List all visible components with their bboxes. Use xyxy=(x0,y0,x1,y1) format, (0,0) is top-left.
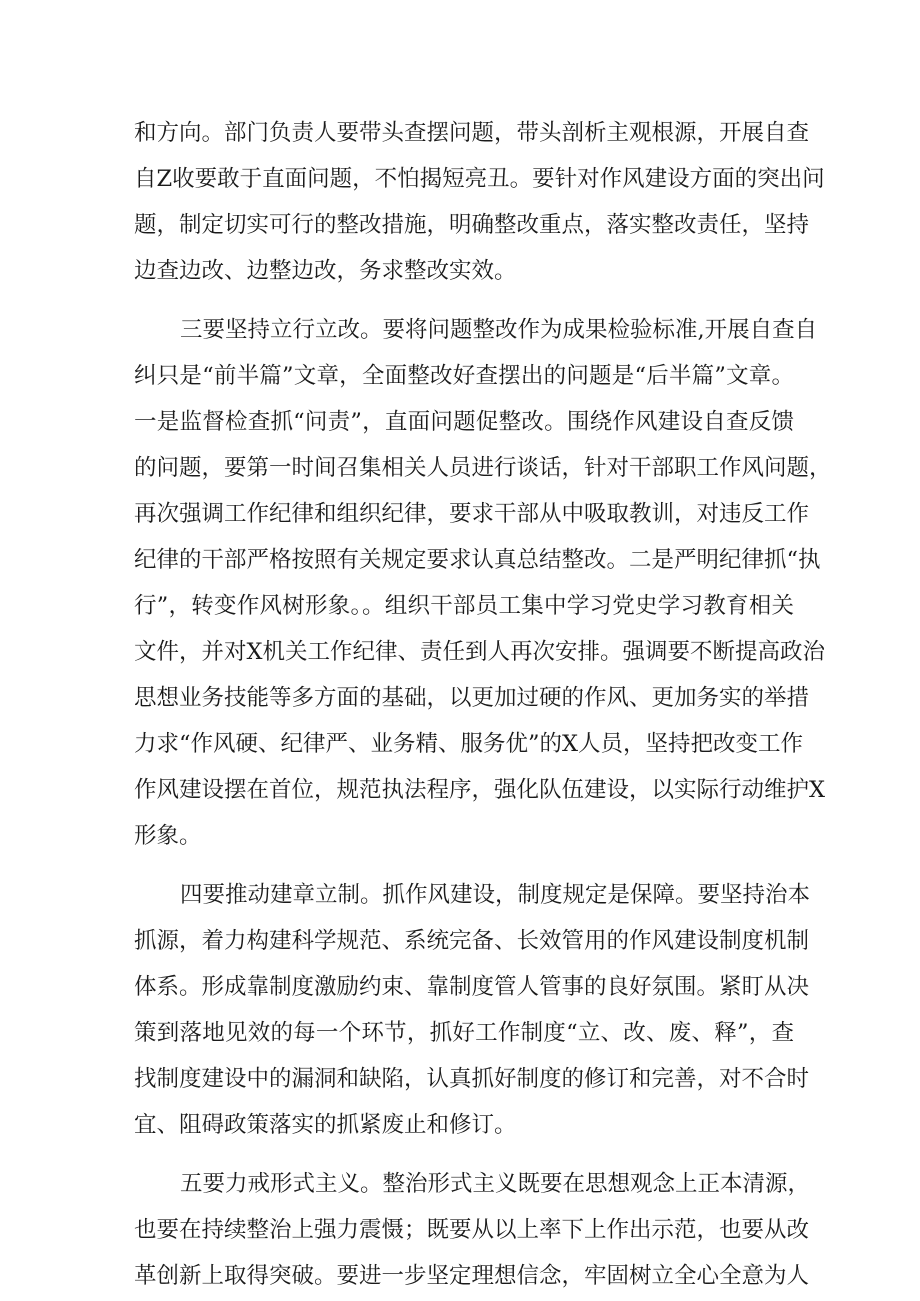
paragraph xyxy=(134,1161,811,1299)
text-line: 自Z收要敢于直面问题，不怕揭短亮丑。要针对作风建设方面的突出问 xyxy=(134,166,825,192)
text-line: 三要坚持立行立改。要将问题整改作为成果检验标准,开展自查自 xyxy=(180,317,818,343)
text-line: 行”，转变作风树形象。。组织干部员工集中学习党史学习教育相关 xyxy=(134,593,794,619)
text-line: 一是监督检查抓“问责”，直面问题促整改。围绕作风建设自查反馈 xyxy=(134,409,794,435)
text-line: 再次强调工作纪律和组织纪律，要求干部从中吸取教训，对违反工作 xyxy=(134,501,810,527)
paragraph xyxy=(134,110,825,294)
text-line: 策到落地见效的每一个环节，抓好工作制度“立、改、废、释”，查 xyxy=(134,1020,794,1046)
text-line: 思想业务技能等多方面的基础，以更加过硬的作风、更加务实的举措 xyxy=(134,685,810,711)
text-line: 体系。形成靠制度激励约束、靠制度管人管事的良好氛围。紧盯从决 xyxy=(134,974,810,1000)
text-line: 纪律的干部严格按照有关规定要求认真总结整改。二是严明纪律抓“执 xyxy=(134,547,821,573)
paragraph-gap xyxy=(134,859,794,872)
text-line: 边查边改、边整边改，务求整改实效。 xyxy=(134,258,517,284)
text-line: 力求“作风硬、纪律严、业务精、服务优”的X人员，坚持把改变工作 xyxy=(134,731,804,757)
text-line: 四要推动建章立制。抓作风建设，制度规定是保障。要坚持治本 xyxy=(180,882,811,908)
text-line: 也要在持续整治上强力震慑；既要从以上率下上作出示范，也要从改 xyxy=(134,1217,810,1243)
document-body xyxy=(134,110,832,1299)
text-line: 形象。 xyxy=(134,823,202,849)
paragraph xyxy=(134,872,811,1148)
text-line: 纠只是“前半篇”文章，全面整改好查摆出的问题是“后半篇”文章。 xyxy=(134,363,794,389)
text-line: 的问题，要第一时间召集相关人员进行谈话，针对干部职工作风问题， xyxy=(134,455,832,481)
text-line: 找制度建设中的漏洞和缺陷，认真抓好制度的修订和完善，对不合时 xyxy=(134,1066,810,1092)
paragraph xyxy=(134,307,832,859)
text-line: 和方向。部门负责人要带头查摆问题，带头剖析主观根源，开展自查 xyxy=(134,120,810,146)
text-line: 作风建设摆在首位，规范执法程序，强化队伍建设，以实际行动维护X xyxy=(134,777,826,803)
text-line: 抓源，着力构建科学规范、系统完备、长效管用的作风建设制度机制 xyxy=(134,928,810,954)
text-line: 题，制定切实可行的整改措施，明确整改重点，落实整改责任，坚持 xyxy=(134,212,810,238)
text-line: 五要力戒形式主义。整治形式主义既要在思想观念上正本清源， xyxy=(180,1171,811,1197)
text-line: 革创新上取得突破。要进一步坚定理想信念，牢固树立全心全意为人 xyxy=(134,1263,810,1289)
text-line: 文件，并对X机关工作纪律、责任到人再次安排。强调要不断提高政治 xyxy=(134,639,826,665)
text-line: 宜、阻碍政策落实的抓紧废止和修订。 xyxy=(134,1112,517,1138)
paragraph-gap xyxy=(134,294,794,307)
paragraph-gap xyxy=(134,1148,794,1161)
